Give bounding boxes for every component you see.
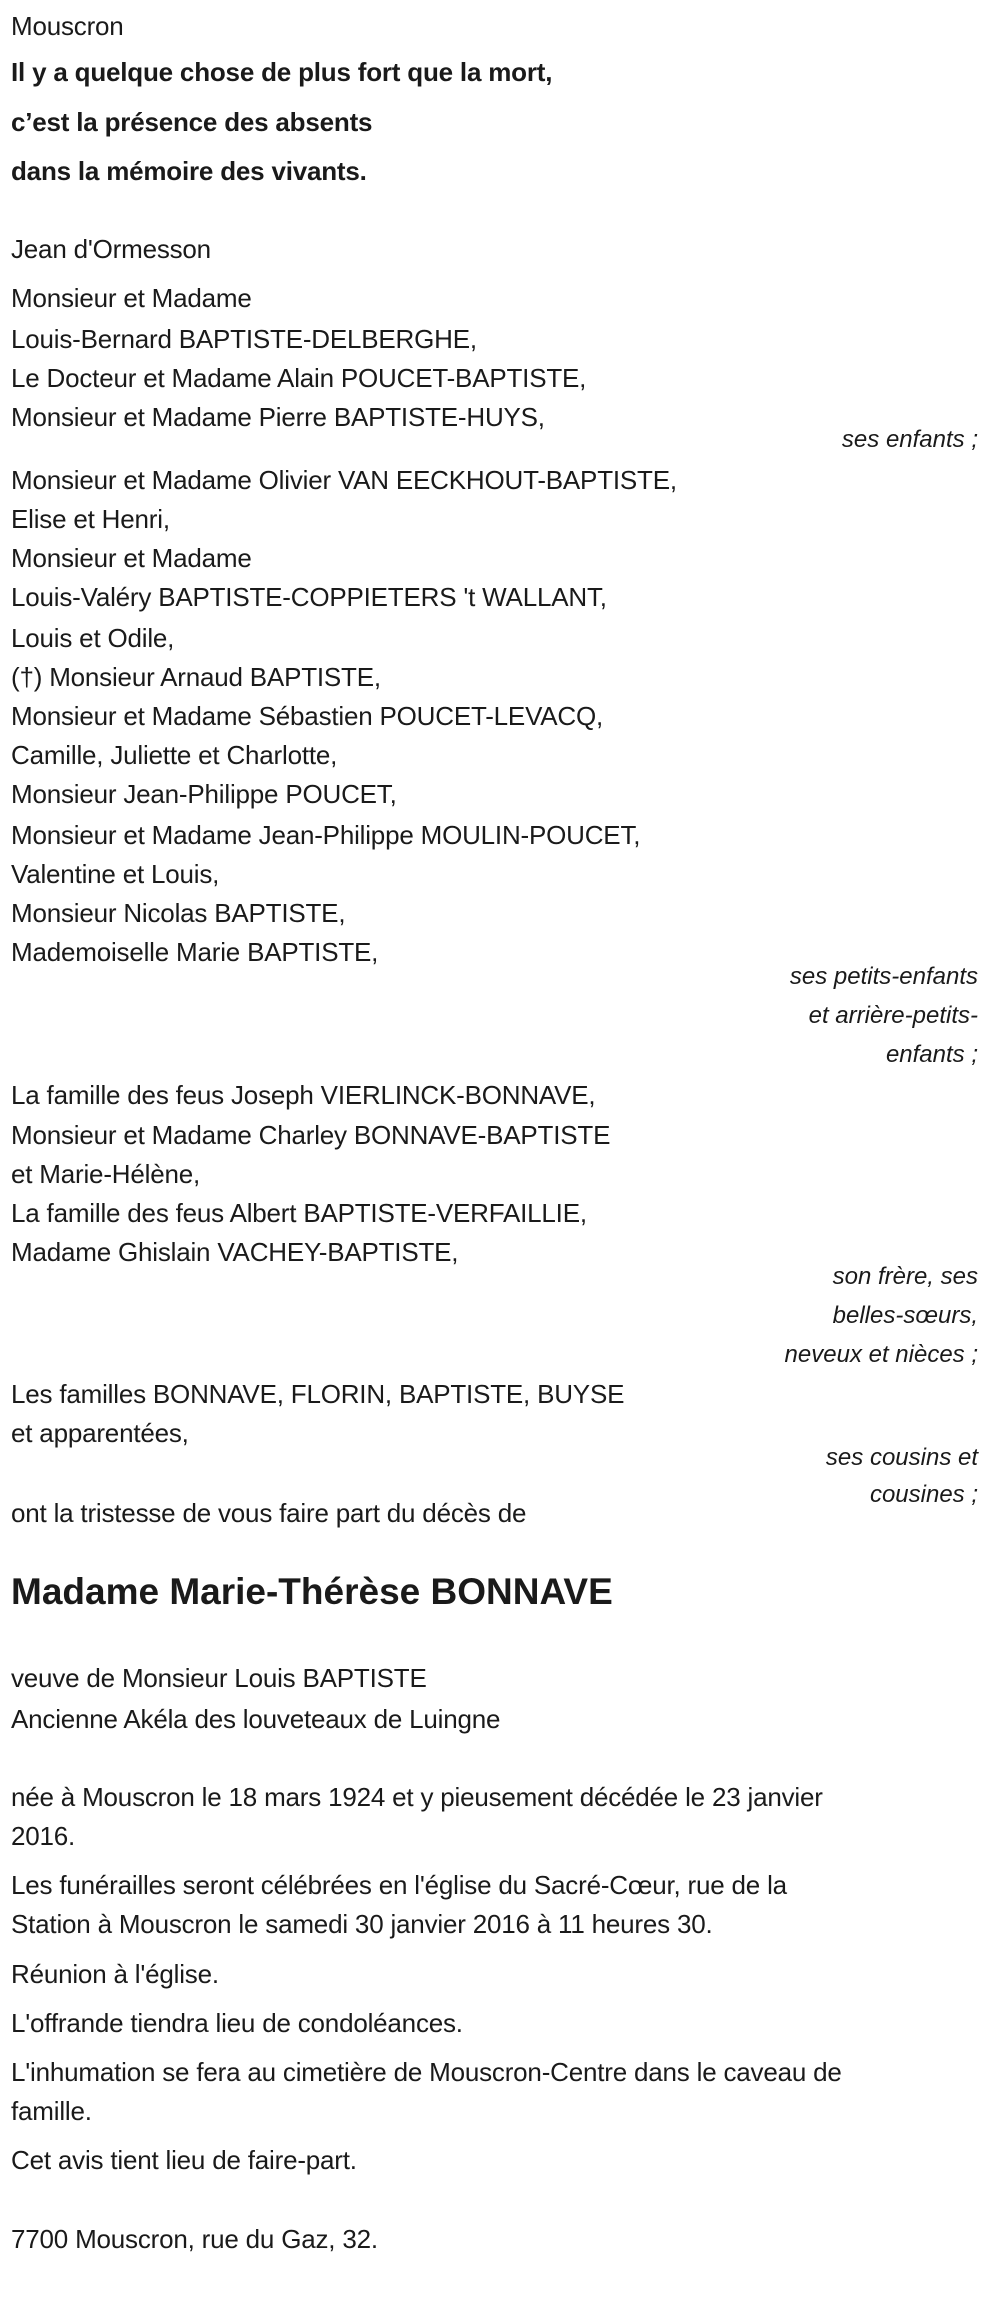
- detail-line: Les funérailles seront célébrées en l'église du Sacré-Cœur, rue de la: [11, 1870, 787, 1900]
- grandchildren-line: Monsieur et Madame Olivier VAN EECKHOUT-BAPTISTE,: [11, 465, 677, 495]
- detail-line: L'inhumation se fera au cimetière de Mouscron-Centre dans le caveau de: [11, 2057, 842, 2087]
- grandchildren-label: enfants ;: [885, 1041, 978, 1068]
- grandchildren-line: Monsieur Nicolas BAPTISTE,: [11, 898, 346, 928]
- grandchildren-line: Monsieur et Madame: [11, 543, 252, 573]
- siblings-line: La famille des feus Joseph VIERLINCK-BONNAVE,: [11, 1080, 596, 1110]
- deceased-name: Madame Marie-Thérèse BONNAVE: [11, 1571, 613, 1612]
- grandchildren-line: Valentine et Louis,: [11, 859, 220, 889]
- cousins-label: cousines ;: [869, 1481, 978, 1508]
- siblings-line: Madame Ghislain VACHEY-BAPTISTE,: [11, 1237, 459, 1267]
- cousins-label: ses cousins et: [825, 1444, 978, 1471]
- grandchildren-line: Monsieur et Madame Jean-Philippe MOULIN-POUCET,: [11, 820, 641, 850]
- detail-line: née à Mouscron le 18 mars 1924 et y pieusement décédée le 23 janvier: [11, 1782, 823, 1812]
- quote-line: dans la mémoire des vivants.: [11, 156, 367, 186]
- detail-line: famille.: [11, 2096, 92, 2126]
- siblings-label: son frère, ses: [832, 1263, 978, 1290]
- detail-line: 2016.: [11, 1821, 76, 1851]
- quote-line: Il y a quelque chose de plus fort que la mort,: [11, 57, 553, 87]
- grandchildren-line: Camille, Juliette et Charlotte,: [11, 740, 338, 770]
- detail-line: Réunion à l'église.: [11, 1959, 219, 1989]
- grandchildren-line: Elise et Henri,: [11, 504, 170, 534]
- siblings-line: Monsieur et Madame Charley BONNAVE-BAPTISTE: [11, 1120, 611, 1150]
- grandchildren-line: Louis et Odile,: [11, 623, 175, 653]
- deceased-info: Ancienne Akéla des louveteaux de Luingne: [11, 1704, 501, 1734]
- deceased-info: veuve de Monsieur Louis BAPTISTE: [11, 1663, 427, 1693]
- grandchildren-line: Monsieur et Madame Sébastien POUCET-LEVACQ,: [11, 701, 604, 731]
- siblings-label: belles-sœurs,: [832, 1302, 978, 1329]
- grandchildren-line: Mademoiselle Marie BAPTISTE,: [11, 937, 379, 967]
- siblings-line: et Marie-Hélène,: [11, 1159, 200, 1189]
- children-line: Louis-Bernard BAPTISTE-DELBERGHE,: [11, 324, 477, 354]
- grandchildren-line: Louis-Valéry BAPTISTE-COPPIETERS 't WALLANT,: [11, 582, 607, 612]
- place: Mouscron: [11, 11, 124, 41]
- children-line: Le Docteur et Madame Alain POUCET-BAPTISTE,: [11, 363, 587, 393]
- detail-line: L'offrande tiendra lieu de condoléances.: [11, 2008, 463, 2038]
- grandchildren-line: (†) Monsieur Arnaud BAPTISTE,: [11, 662, 381, 692]
- quote-line: c’est la présence des absents: [11, 107, 373, 137]
- announcement: ont la tristesse de vous faire part du décès de: [11, 1498, 527, 1528]
- address: 7700 Mouscron, rue du Gaz, 32.: [11, 2224, 378, 2254]
- detail-line: Station à Mouscron le samedi 30 janvier 2016 à 11 heures 30.: [11, 1909, 713, 1939]
- siblings-label: neveux et nièces ;: [784, 1341, 978, 1368]
- children-line: Monsieur et Madame Pierre BAPTISTE-HUYS,: [11, 402, 545, 432]
- detail-line: Cet avis tient lieu de faire-part.: [11, 2145, 357, 2175]
- children-line: Monsieur et Madame: [11, 283, 252, 313]
- grandchildren-label: et arrière-petits-: [808, 1002, 978, 1029]
- cousins-line: Les familles BONNAVE, FLORIN, BAPTISTE, BUYSE: [11, 1379, 625, 1409]
- grandchildren-line: Monsieur Jean-Philippe POUCET,: [11, 779, 397, 809]
- quote-author: Jean d'Ormesson: [11, 234, 211, 264]
- cousins-line: et apparentées,: [11, 1418, 189, 1448]
- grandchildren-label: ses petits-enfants: [789, 963, 978, 990]
- children-label: ses enfants ;: [841, 426, 978, 453]
- siblings-line: La famille des feus Albert BAPTISTE-VERFAILLIE,: [11, 1198, 587, 1228]
